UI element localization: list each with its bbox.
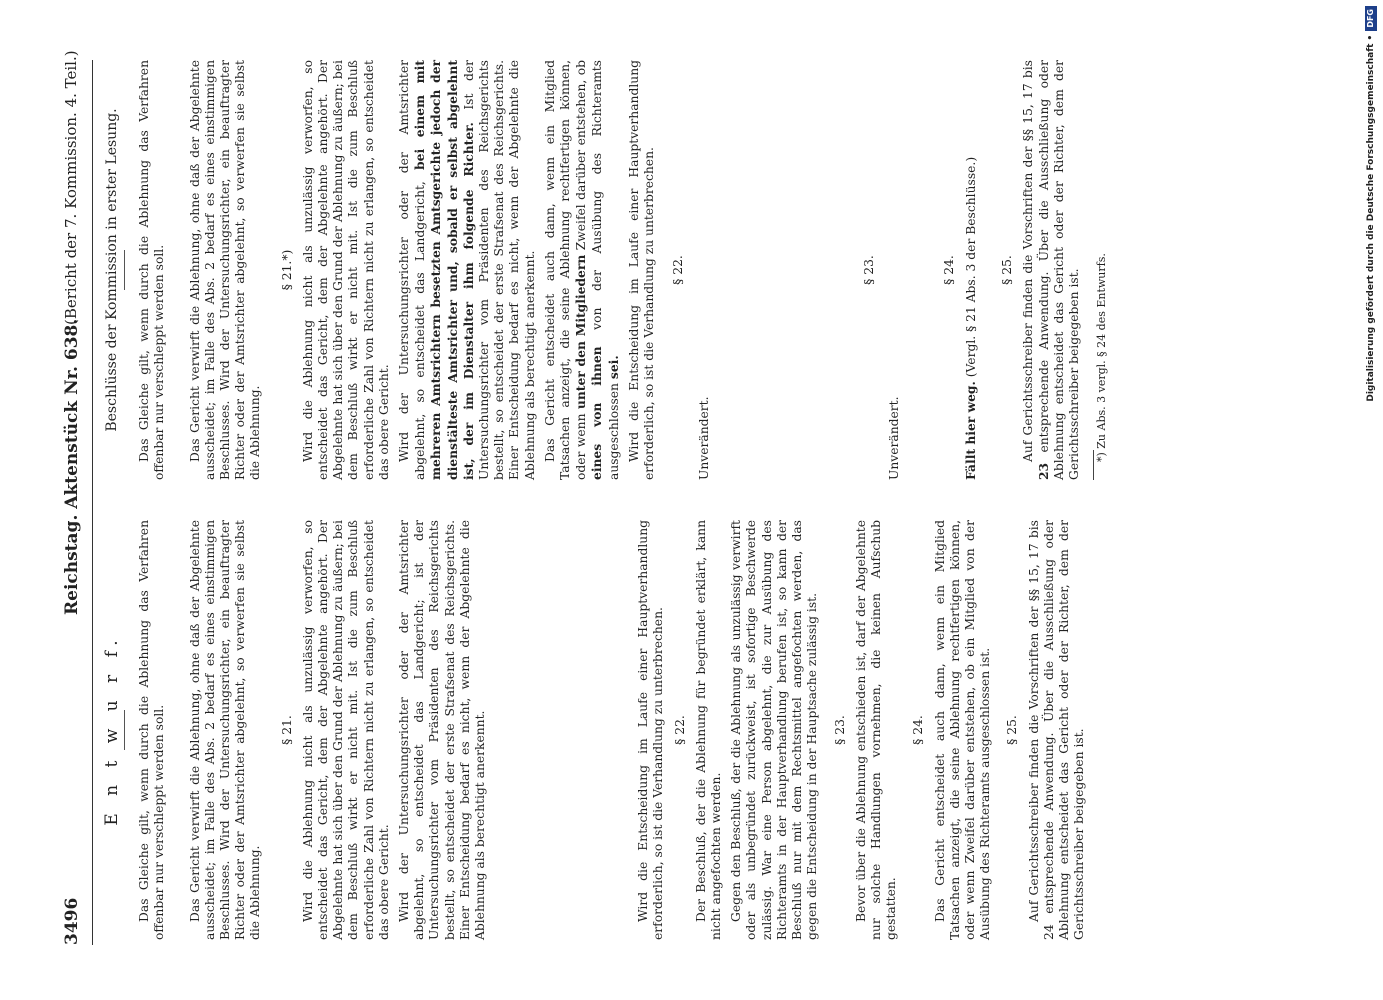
unchanged-note: Unverändert. [886,396,901,480]
resolution-paragraph [1021,60,1083,480]
section-heading: § 22. [672,715,687,745]
section-heading: § 24. [942,255,957,285]
resolution-text: Das Gericht entscheidet auch dann, wenn ein Mitglied Tatsachen anzeigt, die seine Ablehnung rechtfertigen können, oder wenn [542,60,589,480]
column-draft [102,520,1092,940]
resolutions-title: Beschlüsse der Kommission in erster Lesung. [104,108,120,432]
resolution-text: entsprechende Anwendung. Über die Ausschließung oder Ablehnung entscheidet das Gericht oder der Richter, dem der Gerichtsschreiber beigegeben ist. [1036,60,1082,480]
draft-paragraph: Bevor über die Ablehnung entschieden ist, darf der Abgelehnte nur solche Handlungen vornehmen, die keinen Aufschub gestatten. [853,520,899,940]
header-title: Reichstag. Aktenstück Nr. 638. [62,318,82,615]
resolution-text: Auf Gerichtsschreiber finden die Vorschriften der §§ 15, 17 bis [1020,60,1035,462]
header-divider [92,60,93,945]
resolution-text: Wird der Untersuchungsrichter oder der Amtsrichter abgelehnt, so entscheidet das Landgericht, [397,60,428,480]
page-header [62,50,86,945]
section-heading: § 25. [999,255,1014,285]
resolution-paragraph: Das Gleiche gilt, wenn durch die Ablehnung das Verfahren offenbar nur verschleppt werden soll. [137,60,167,480]
draft-paragraph: Wird der Untersuchungsrichter oder der Amtsrichter abgelehnt, so entscheidet das Landgericht; ist der Untersuchungsrichter vom Präsidenten des Reichsgerichts bestellt, so entscheidet der erste Strafsenat des Reichsgerichts. Einer Entscheidung bedarf es nicht, wenn der Abgelehnte die Ablehnung als berechtigt anerkennt. [397,520,488,940]
draft-paragraph: Das Gericht verwirft die Ablehnung, ohne daß der Abgelehnte ausscheidet; im Falle des Abs. 2 bedarf es eines einstimmigen Beschlusses. Wird der Untersuchungsrichter, ein beauftragter Richter oder der Amtsrichter abgelehnt, so verwerfen sie selbst die Ablehnung. [187,520,263,940]
section-heading: § 24. [911,715,926,745]
section-heading: § 21.*) [279,249,294,291]
resolution-text: von der Ausübung des Richteramts ausgeschlossen [590,60,621,480]
section-heading: § 23. [832,715,847,745]
draft-paragraph: Der Beschluß, der die Ablehnung für begründet erklärt, kann nicht angefochten werden. [693,520,724,940]
watermark-text: Digitalisierung gefördert durch die Deutsche Forschungsgemeinschaft • [1366,34,1376,402]
section-heading: § 23. [861,255,876,285]
draft-paragraph: Wird die Ablehnung nicht als unzulässig verworfen, so entscheidet das Gericht, dem der Abgelehnte angehört. Der Abgelehnte hat sich über den Grund der Ablehnung zu äußern; bei dem Beschluß wirkt er nicht mit. Ist die zum Beschluß erforderliche Zahl von Richtern nicht zu erlangen, so entscheidet das obere Gericht. [300,520,391,940]
resolution-amendment: sei. [605,355,621,380]
resolution-paragraph: Das Gericht verwirft die Ablehnung, ohne daß der Abgelehnte ausscheidet; im Falle des Abs. 2 bedarf es eines einstimmigen Beschlusses. Wird der Untersuchungsrichter, ein beauftragter Richter oder der Amtsrichter abgelehnt, so verwerfen sie selbst die Ablehnung. [187,60,263,480]
resolution-paragraph: Wird die Entscheidung im Laufe einer Hauptverhandlung erforderlich, so ist die Verhandlung zu unterbrechen. [626,60,657,480]
removed-note [963,60,979,480]
section-heading: § 22. [671,255,686,285]
resolution-paragraph [543,60,622,480]
draft-paragraph: Wird die Entscheidung im Laufe einer Hauptverhandlung erforderlich, so ist die Verhandlung zu unterbrechen. [636,520,666,940]
resolution-text: Zweifel darüber entstehen, ob [574,60,589,255]
resolution-amendment: 23 [1035,462,1051,480]
resolution-amendment: bei einem mit mehreren Amtsrichtern besetzten Amtsgerichte jedoch der dienstälteste Amtsrichter und, sobald er selbst abgelehnt ist, der im Dienstalter ihm folgende Richter. [412,60,476,480]
draft-paragraph: Das Gleiche gilt, wenn durch die Ablehnung das Verfahren offenbar nur verschleppt werden soll. [137,520,167,940]
draft-title: E n t w u r f. [102,634,122,826]
resolution-paragraph [397,60,538,480]
resolution-paragraph: Wird die Ablehnung nicht als unzulässig verworfen, so entscheidet das Gericht, dem der Abgelehnte angehört. Der Abgelehnte hat sich über den Grund der Ablehnung zu äußern; bei dem Beschluß wirkt er nicht mit. Ist die zum Beschluß erforderliche Zahl von Richtern nicht zu erlangen, so entscheidet das obere Gericht. [300,60,391,480]
section-heading: § 21. [279,715,294,745]
title-rule [124,250,125,290]
footnote: *) Zu Abs. 3 vergl. § 24 des Entwurfs. [1094,253,1108,462]
draft-paragraph: Auf Gerichtsschreiber finden die Vorschriften der §§ 15, 17 bis 24 entsprechende Anwendung. Über die Ausschließung oder Ablehnung entscheidet das Gericht oder der Richter, dem der Gerichtsschreiber beigegeben ist. [1026,520,1087,940]
draft-paragraph: Gegen den Beschluß, der die Ablehnung als unzulässig verwirft oder als unbegründet zurückweist, ist sofortige Beschwerde zulässig. War eine Person abgelehnt, die zur Ausübung des Richteramts in der Hauptverhandlung berufen ist, so kann der Beschluß nur mit dem Rechtsmittel angefochten werden, das gegen die Entscheidung in der Hauptsache zulässig ist. [729,520,820,940]
title-rule [124,710,125,750]
removed-label: Fällt hier weg. [963,381,979,480]
dfg-logo: DFG [1365,6,1377,31]
resolution-amendment: eines von ihnen [589,346,605,480]
resolution-text: Ist der Untersuchungsrichter vom Präsidenten des Reichsgerichts bestellt, so entscheidet der erste Strafsenat des Reichsgerichts. Einer Entscheidung bedarf es nicht, wenn der Abgelehnte die Ablehnung als berechtigt anerkennt. [461,60,537,480]
resolution-amendment: unter den Mitgliedern [573,254,589,410]
draft-paragraph: Das Gericht entscheidet auch dann, wenn ein Mitglied Tatsachen anzeigt, die seine Ablehnung rechtfertigen können, oder wenn Zweifel darüber entstehen, ob ein Mitglied von der Ausübung des Richteramts ausgeschlossen ist. [932,520,993,940]
section-heading: § 25. [1005,715,1020,745]
removed-reference: (Vergl. § 21 Abs. 3 der Beschlüsse.) [964,156,979,382]
header-subtitle: (Bericht der 7. Kommission. 4. Teil.) [62,50,80,325]
column-resolutions [105,60,1114,480]
dfg-watermark [1365,6,1377,996]
page-number: 3496 [62,897,82,945]
unchanged-note: Unverändert. [696,396,711,480]
